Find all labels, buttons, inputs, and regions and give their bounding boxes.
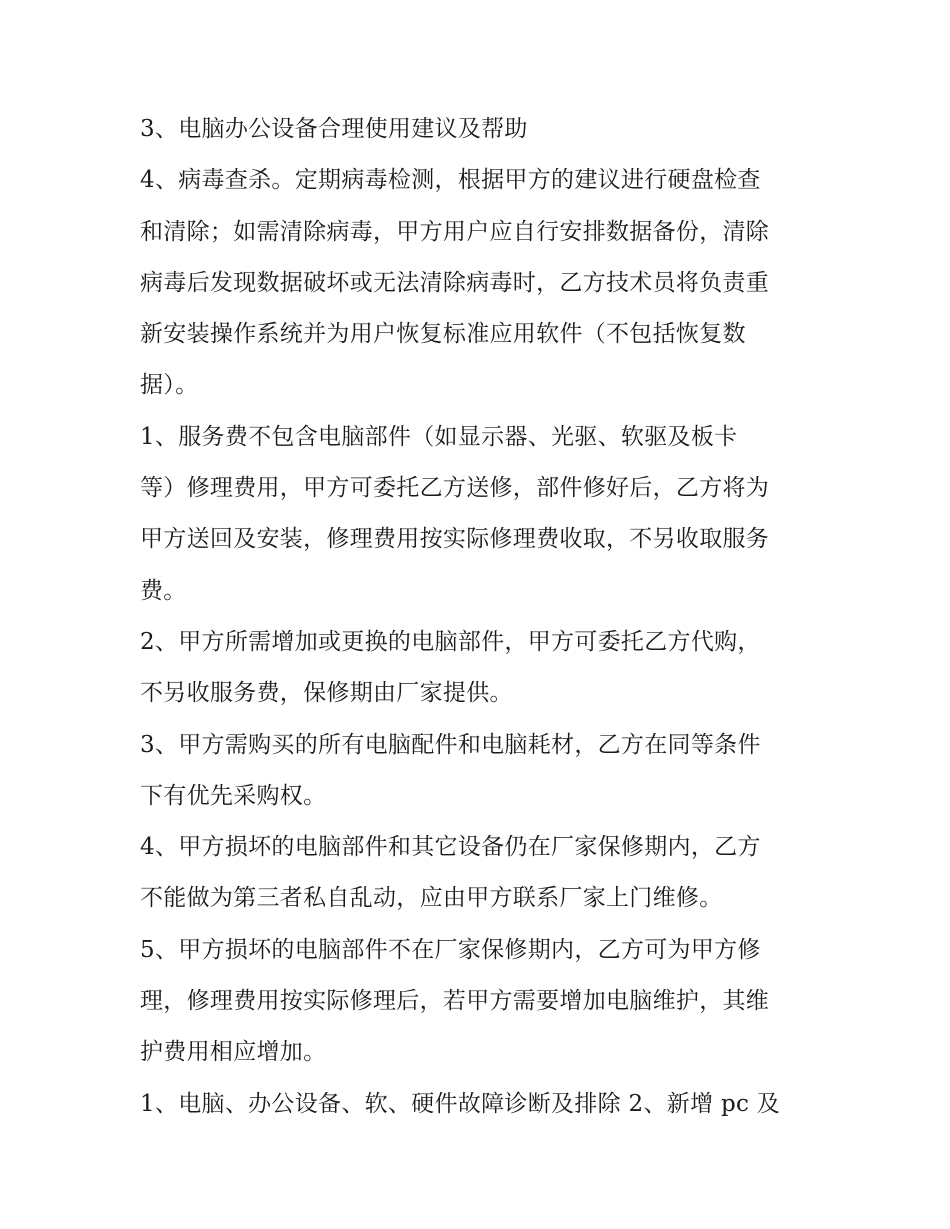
text-line: 护费用相应增加。 bbox=[140, 1039, 327, 1066]
text-line: 新安装操作系统并为用户恢复标准应用软件（不包括恢复数 bbox=[140, 321, 746, 348]
text-line: 4、病毒查杀。定期病毒检测，根据甲方的建议进行硬盘检查 bbox=[140, 167, 761, 194]
text-line: 据）。 bbox=[140, 372, 199, 399]
text-line: 不另收服务费，保修期由厂家提供。 bbox=[140, 680, 513, 707]
text-line: 4、甲方损坏的电脑部件和其它设备仍在厂家保修期内，乙方 bbox=[140, 834, 761, 861]
text-line: 1、电脑、办公设备、软、硬件故障诊断及排除 2、新增 pc 及 bbox=[140, 1090, 781, 1117]
text-line: 1、服务费不包含电脑部件（如显示器、光驱、软驱及板卡 bbox=[140, 423, 738, 450]
text-line: 等）修理费用，甲方可委托乙方送修，部件修好后，乙方将为 bbox=[140, 475, 770, 502]
text-line: 3、电脑办公设备合理使用建议及帮助 bbox=[140, 116, 528, 142]
text-line: 病毒后发现数据破坏或无法清除病毒时，乙方技术员将负责重 bbox=[140, 269, 770, 296]
text-line: 3、甲方需购买的所有电脑配件和电脑耗材，乙方在同等条件 bbox=[140, 731, 761, 758]
text-line: 下有优先采购权。 bbox=[140, 782, 327, 809]
text-line: 理，修理费用按实际修理后，若甲方需要增加电脑维护，其维 bbox=[140, 988, 770, 1015]
document-body bbox=[140, 104, 820, 1130]
text-line: 费。 bbox=[140, 577, 187, 604]
text-line: 甲方送回及安装，修理费用按实际修理费收取，不另收取服务 bbox=[140, 526, 770, 553]
text-line: 5、甲方损坏的电脑部件不在厂家保修期内，乙方可为甲方修 bbox=[140, 936, 761, 963]
text-line: 不能做为第三者私自乱动，应由甲方联系厂家上门维修。 bbox=[140, 885, 723, 912]
text-line: 2、甲方所需增加或更换的电脑部件，甲方可委托乙方代购， bbox=[140, 628, 761, 655]
text-line: 和清除；如需清除病毒，甲方用户应自行安排数据备份，清除 bbox=[140, 218, 770, 245]
